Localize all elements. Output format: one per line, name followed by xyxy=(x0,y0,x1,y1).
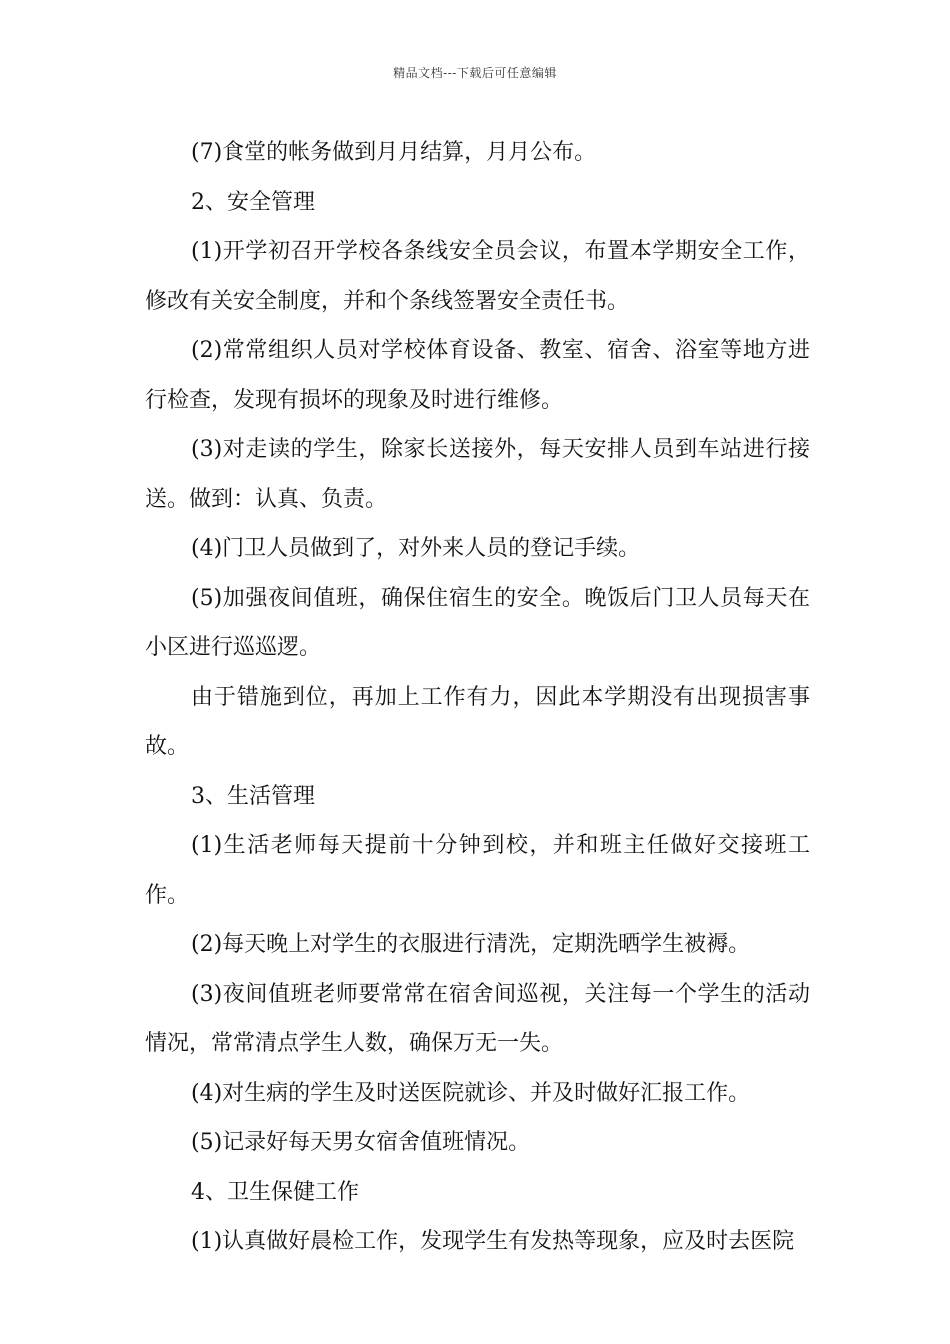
paragraph-16: (1)认真做好晨检工作，发现学生有发热等现象，应及时去医院 xyxy=(191,1229,795,1254)
paragraph-1: (7)食堂的帐务做到月月结算，月月公布。 xyxy=(191,140,597,165)
paragraph-8: 由于错施到位，再加上工作有力，因此本学期没有出现损害事故。 xyxy=(145,684,810,759)
paragraph-14: (5)记录好每天男女宿舍值班情况。 xyxy=(191,1130,531,1155)
section-heading-health: 4、卫生保健工作 xyxy=(191,1179,359,1205)
section-heading-life: 3、生活管理 xyxy=(191,783,315,809)
section-heading-safety: 2、安全管理 xyxy=(191,189,315,215)
paragraph-12: (3)夜间值班老师要常常在宿舍间巡视，关注每一个学生的活动情况，常常清点学生人数，确保万无一失。 xyxy=(145,981,810,1056)
paragraph-7: (5)加强夜间值班，确保住宿生的安全。晚饭后门卫人员每天在小区进行巡巡逻。 xyxy=(145,585,810,660)
page-header: 精品文档---下载后可任意编辑 xyxy=(393,66,557,80)
paragraph-10: (1)生活老师每天提前十分钟到校，并和班主任做好交接班工作。 xyxy=(145,833,810,908)
paragraph-4: (2)常常组织人员对学校体育设备、教室、宿舍、浴室等地方进行检查，发现有损坏的现象及时进行维修。 xyxy=(145,338,810,413)
document-body xyxy=(145,128,810,1267)
paragraph-5: (3)对走读的学生，除家长送接外，每天安排人员到车站进行接送。做到：认真、负责。 xyxy=(145,437,810,512)
paragraph-6: (4)门卫人员做到了，对外来人员的登记手续。 xyxy=(191,536,641,561)
paragraph-11: (2)每天晚上对学生的衣服进行清洗，定期洗晒学生被褥。 xyxy=(191,932,751,957)
paragraph-13: (4)对生病的学生及时送医院就诊、并及时做好汇报工作。 xyxy=(191,1080,751,1106)
paragraph-3: (1)开学初召开学校各条线安全员会议，布置本学期安全工作，修改有关安全制度，并和个条线签署安全责任书。 xyxy=(145,239,810,314)
